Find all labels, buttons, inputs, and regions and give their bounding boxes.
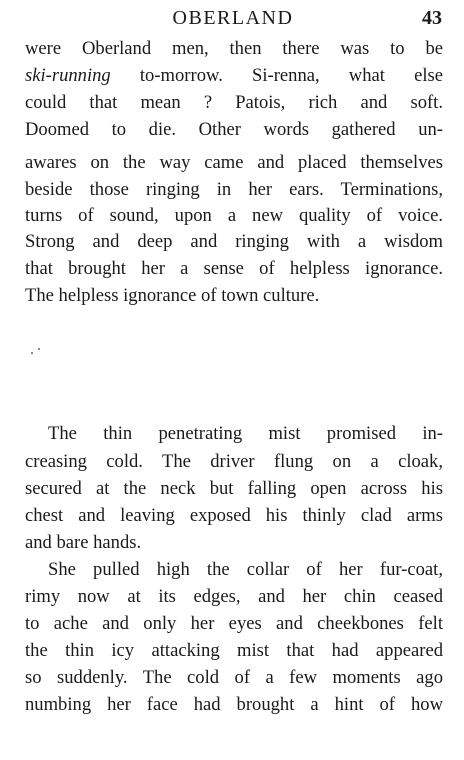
text-line: to ache and only her eyes and cheekbones felt: [25, 613, 443, 634]
text-line: The thin penetrating mist promised in-: [48, 423, 443, 444]
page-number: 43: [422, 7, 442, 29]
text-line: could that mean ? Patois, rich and soft.: [25, 92, 443, 113]
text-line: beside those ringing in her ears. Terminations,: [25, 179, 443, 200]
text-line: turns of sound, upon a new quality of voice.: [25, 205, 443, 226]
print-speck: [38, 348, 40, 350]
text-line: the thin icy attacking mist that had appeared: [25, 640, 443, 661]
text-line-rest: to-morrow. Si-renna, what else: [139, 65, 443, 86]
text-line: Doomed to die. Other words gathered un-: [25, 119, 443, 140]
italic-phrase: ski-running: [25, 65, 111, 86]
text-line: numbing her face had brought a hint of how: [25, 694, 443, 715]
text-line: that brought her a sense of helpless ignorance.: [25, 258, 443, 279]
text-line: creasing cold. The driver flung on a cloak,: [25, 451, 443, 472]
text-line: [25, 63, 443, 89]
text-line: Strong and deep and ringing with a wisdom: [25, 231, 443, 252]
text-line: The helpless ignorance of town culture.: [25, 285, 320, 306]
text-line: rimy now at its edges, and her chin ceased: [25, 586, 443, 607]
text-line: chest and leaving exposed his thinly clad arms: [25, 505, 443, 526]
text-line: and bare hands.: [25, 532, 142, 553]
print-speck: [31, 352, 33, 354]
text-line: She pulled high the collar of her fur-coat,: [48, 559, 443, 580]
text-line: awares on the way came and placed themselves: [25, 152, 443, 173]
running-title: OBERLAND: [172, 7, 294, 29]
text-line: so suddenly. The cold of a few moments ago: [25, 667, 443, 688]
text-line: were Oberland men, then there was to be: [25, 38, 443, 59]
running-head: [24, 5, 442, 31]
text-line: secured at the neck but falling open across his: [25, 478, 443, 499]
